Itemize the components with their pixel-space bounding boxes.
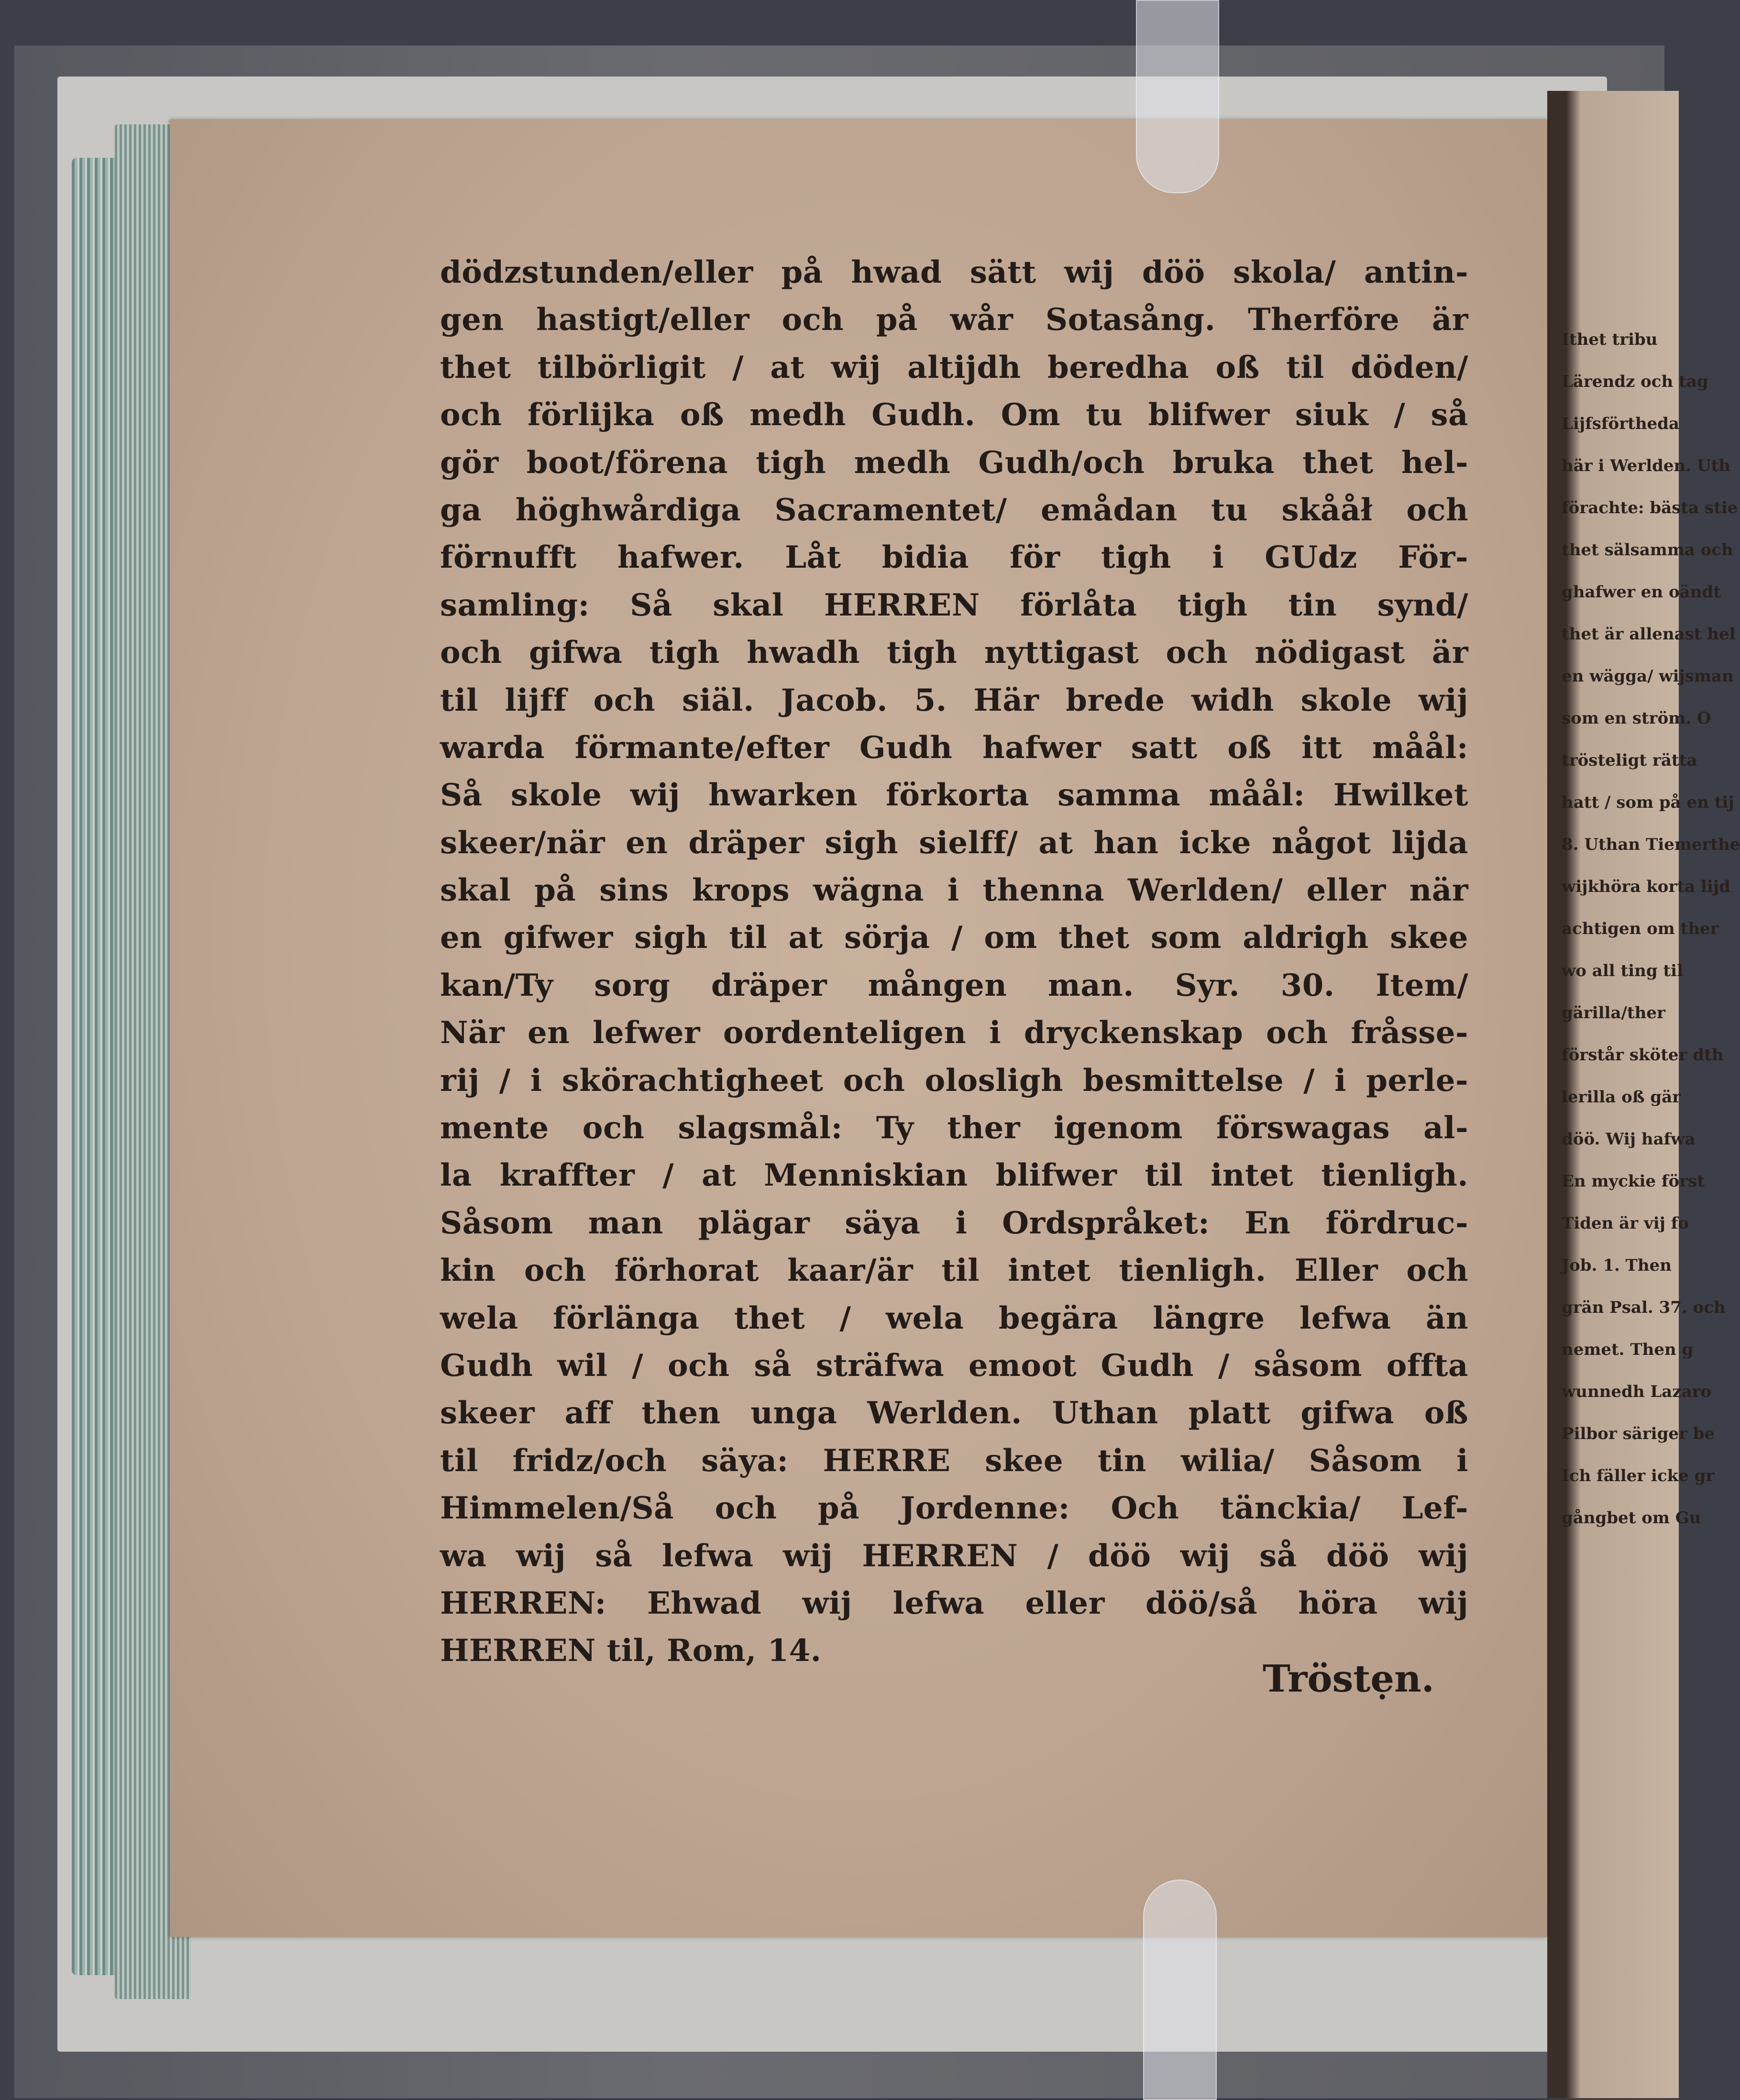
facing-page-line: trösteligt rätta <box>1562 751 1697 770</box>
catchword: Tröstẹn. <box>1263 1657 1434 1701</box>
facing-page-line: Ithet tribu <box>1562 330 1658 349</box>
text-line: ga höghwårdiga Sacramentet/ emådan tu skååł och <box>440 492 1468 528</box>
facing-page-line: förachte: bästa stie <box>1562 498 1738 517</box>
facing-page-line: Lärendz och tag <box>1562 372 1708 391</box>
facing-page-line: ghafwer en oändt <box>1562 583 1721 602</box>
text-line: rij / i skörachtigheet och olosligh besmittelse / i perle- <box>440 1062 1468 1099</box>
facing-page-line: Pilbor säriger be <box>1562 1424 1715 1443</box>
text-line: Så skole wij hwarken förkorta samma måål: Hwilket <box>440 777 1468 814</box>
page-text <box>440 249 1468 1675</box>
facing-page-line: wo all ting til <box>1562 961 1683 980</box>
text-line: wa wij så lefwa wij HERREN / döö wij så döö wij <box>440 1538 1468 1574</box>
text-line: skal på sins krops wägna i thenna Werlden/ eller när <box>440 872 1468 909</box>
text-line: dödzstunden/eller på hwad sätt wij döö skola/ antin- <box>440 254 1468 290</box>
text-line: samling: Så skal HERREN förlåta tigh tin synd/ <box>440 587 1468 623</box>
facing-page-line: thet är allenast hel <box>1562 625 1736 644</box>
facing-page-line: som en ström. O <box>1562 709 1711 728</box>
text-line: och gifwa tigh hwadh tigh nyttigast och nödigast är <box>440 635 1468 671</box>
text-line: la kraffter / at Menniskian blifwer til intet tienligh. <box>440 1157 1468 1194</box>
facing-page-line: döö. Wij hafwa <box>1562 1130 1696 1149</box>
facing-page-line: wunnedh Lazaro <box>1562 1382 1712 1401</box>
facing-page-line: förstår sköter dth <box>1562 1045 1724 1065</box>
plastic-clip-top <box>1136 0 1219 193</box>
text-line: och förlijka oß medh Gudh. Om tu blifwer siuk / så <box>440 397 1468 433</box>
facing-page-line: gångbet om Gu <box>1562 1508 1701 1528</box>
text-line: Himmelen/Så och på Jordenne: Och tänckia/ Lef- <box>440 1490 1468 1527</box>
text-line: förnufft hafwer. Låt bidia för tigh i GUdz För- <box>440 539 1468 576</box>
facing-page-line: Job. 1. Then <box>1562 1256 1672 1275</box>
text-line: gör boot/förena tigh medh Gudh/och bruka thet hel- <box>440 444 1468 481</box>
text-line: HERREN: Ehwad wij lefwa eller döö/så höra wij <box>440 1585 1468 1621</box>
facing-page-line: En myckie först <box>1562 1172 1705 1191</box>
text-line: kin och förhorat kaar/är til intet tienligh. Eller och <box>440 1253 1468 1289</box>
facing-page-line: nemet. Then g <box>1562 1340 1694 1359</box>
text-line: När en lefwer oordenteligen i dryckenskap och fråsse- <box>440 1015 1468 1051</box>
facing-page-line: här i Werlden. Uth <box>1562 456 1730 475</box>
text-line: til lijff och siäl. Jacob. 5. Här brede widh skole wij <box>440 682 1468 718</box>
text-line: skeer aff then unga Werlden. Uthan platt gifwa oß <box>440 1395 1468 1431</box>
text-line: wela förlänga thet / wela begära längre lefwa än <box>440 1300 1468 1336</box>
facing-page-line: wijkhöra korta lijd <box>1562 877 1730 896</box>
plastic-clip-bottom <box>1143 1880 1217 2100</box>
facing-page-line: gärilla/ther <box>1562 1003 1665 1023</box>
facing-page-line: 8. Uthan Tiemerthe <box>1562 835 1740 854</box>
text-line: thet tilbörligit / at wij altijdh beredha oß til döden/ <box>440 349 1468 385</box>
text-line: kan/Ty sorg dräper mången man. Syr. 30. Item/ <box>440 967 1468 1003</box>
facing-page-line: en wägga/ wijsman <box>1562 667 1734 686</box>
text-line: Gudh wil / och så sträfwa emoot Gudh / såsom offta <box>440 1347 1468 1384</box>
facing-page-line: Ich fäller icke gr <box>1562 1466 1715 1485</box>
text-line: Såsom man plägar säya i Ordspråket: En fördruc- <box>440 1205 1468 1241</box>
text-line: warda förmante/efter Gudh hafwer satt oß itt måål: <box>440 729 1468 766</box>
text-line: gen hastigt/eller och på wår Sotasång. Therföre är <box>440 302 1468 338</box>
facing-page-line: Tiden är vij fo <box>1562 1214 1689 1233</box>
text-line: skeer/när en dräper sigh sielff/ at han icke något lijda <box>440 825 1468 861</box>
text-line: HERREN til, Rom, 14. <box>440 1633 822 1669</box>
facing-page-line: lerilla oß gär <box>1562 1088 1681 1107</box>
text-line: en gifwer sigh til at sörja / om thet som aldrigh skee <box>440 920 1468 956</box>
facing-page-line: grän Psal. 37. och <box>1562 1298 1726 1317</box>
facing-page-line: Lijfsförtheda <box>1562 414 1679 433</box>
text-line: mente och slagsmål: Ty ther igenom förswagas al- <box>440 1110 1468 1146</box>
facing-page-line: achtigen om ther <box>1562 919 1719 938</box>
text-line: til fridz/och säya: HERRE skee tin wilia/ Såsom i <box>440 1442 1468 1479</box>
facing-page-line: thet sälsamma och <box>1562 540 1733 560</box>
facing-page-line: hatt / som på en tij <box>1562 793 1734 812</box>
